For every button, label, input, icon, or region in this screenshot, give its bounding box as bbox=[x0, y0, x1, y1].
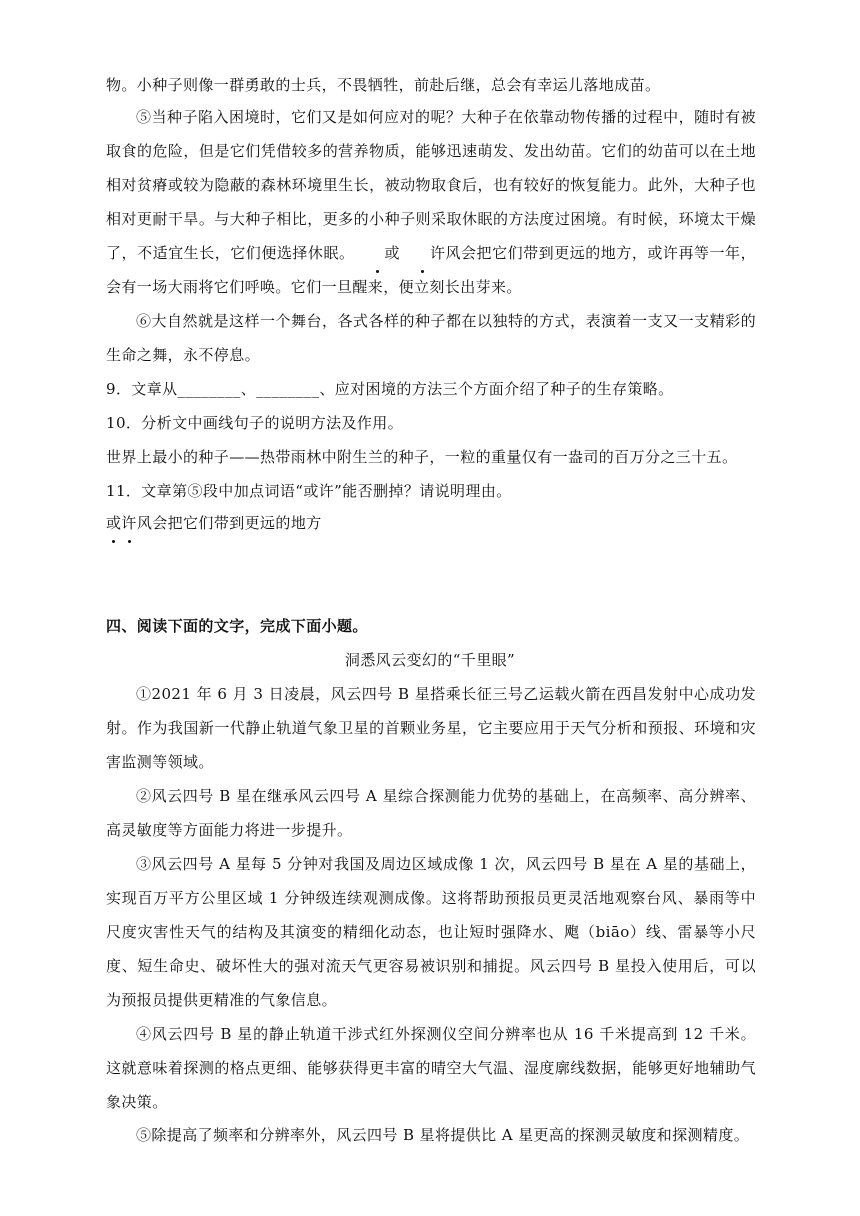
article-title: 洞悉风云变幻的“千里眼” bbox=[344, 651, 516, 669]
question-11: 11．文章第⑤段中加点词语“或许”能否删掉？请说明理由。 bbox=[106, 482, 512, 500]
paragraph-text: ④风云四号 B 星的静止轨道干涉式红外探测仪空间分辨率也从 16 千米提高到 12 千米。这就意味着探测的格点更细、能够获得更丰富的晴空大气温、湿度廓线数据，能够更好地辅助气象决策。 bbox=[106, 1025, 756, 1111]
paragraph-continuation bbox=[106, 68, 756, 102]
question-9: 9．文章从________、________、应对困境的方法三个方面介绍了种子的生存策略。 bbox=[106, 380, 674, 398]
paragraph-5 bbox=[106, 100, 756, 304]
article-paragraph-4 bbox=[106, 1017, 756, 1119]
article-paragraph-5 bbox=[106, 1118, 756, 1152]
question-11-quote bbox=[106, 506, 322, 540]
quote-text: 风会把它们带到更远的地方 bbox=[136, 514, 322, 532]
paragraph-text: 物。小种子则像一群勇敢的士兵，不畏牺牲，前赴后继，总会有幸运儿落地成苗。 bbox=[106, 76, 661, 94]
paragraph-text: 风会把它们带到更远的地方，或许再等一年，会有一场大雨将它们呼唤。它们一旦醒来，便立刻长出芽来。 bbox=[106, 244, 756, 296]
emphasis-dot-char: 许 bbox=[400, 236, 445, 270]
paragraph-6 bbox=[106, 304, 756, 372]
paragraph-text: ⑥大自然就是这样一个舞台，各式各样的种子都在以独特的方式，表演着一支又一支精彩的生命之舞，永不停息。 bbox=[106, 312, 756, 364]
paragraph-text: ⑤除提高了频率和分辨率外，风云四号 B 星将提供比 A 星更高的探测灵敏度和探测精度。 bbox=[136, 1126, 750, 1144]
question-10: 10．分析文中画线句子的说明方法及作用。 bbox=[106, 414, 404, 432]
emphasis-dot-char: 许 bbox=[121, 506, 136, 540]
paragraph-text: ②风云四号 B 星在继承风云四号 A 星综合探测能力优势的基础上，在高频率、高分辨率、高灵敏度等方面能力将进一步提升。 bbox=[106, 787, 756, 839]
article-paragraph-2 bbox=[106, 779, 756, 847]
section-heading: 四、阅读下面的文字，完成下面小题。 bbox=[106, 617, 368, 635]
paragraph-text: ⑤当种子陷入困境时，它们又是如何应对的呢？大种子在依靠动物传播的过程中，随时有被取食的危险，但是它们凭借较多的营养物质，能够迅速萌发、发出幼苗。它们的幼苗可以在土地相对贫瘠或较为隐蔽的森林环境里生长，被动物取食后，也有较好的恢复能力。此外，大种子也相对更耐干旱。与大种子相比，更多的小种子则采取休眠的方法度过困境。有时候，环境太干燥了，不适宜生长，它们便选择休眠。 bbox=[106, 108, 756, 262]
article-paragraph-1 bbox=[106, 677, 756, 779]
article-paragraph-3 bbox=[106, 847, 756, 1017]
emphasis-dot-char: 或 bbox=[355, 236, 400, 270]
emphasis-dot-char: 或 bbox=[106, 506, 121, 540]
paragraph-text: ③风云四号 A 星每 5 分钟对我国及周边区域成像 1 次，风云四号 B 星在 A 星的基础上，实现百万平方公里区域 1 分钟级连续观测成像。这将帮助预报员更灵活地观察台风、暴雨等中尺度灾害性天气的结构及其演变的精细化动态，也让短时强降水、飑（biāo）线、雷暴等小尺度、短生命史、破坏性大的强对流天气更容易被识别和捕捉。风云四号 B 星投入使用后，可以为预报员提供更精准的气象信息。 bbox=[106, 855, 756, 1009]
paragraph-text: ①2021 年 6 月 3 日凌晨，风云四号 B 星搭乘长征三号乙运载火箭在西昌发射中心成功发射。作为我国新一代静止轨道气象卫星的首颗业务星，它主要应用于天气分析和预报、环境和灾害监测等领域。 bbox=[106, 685, 756, 771]
question-10-quote: 世界上最小的种子——热带雨林中附生兰的种子，一粒的重量仅有一盎司的百万分之三十五。 bbox=[106, 448, 738, 466]
